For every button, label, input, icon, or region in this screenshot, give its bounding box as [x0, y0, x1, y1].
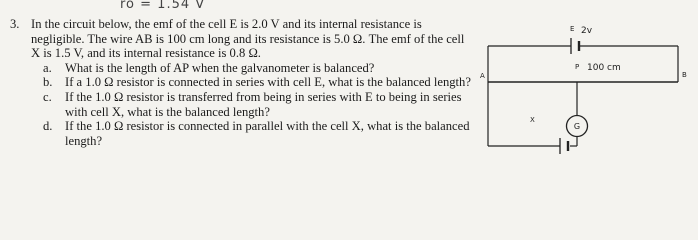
part-text: If the 1.0 Ω resistor is transferred from being in series with E to being in series with cell X, what is the balanced length? — [65, 89, 462, 119]
label-G: G — [573, 122, 581, 131]
question-block — [10, 17, 472, 148]
label-X: X — [530, 116, 535, 124]
part-text: If a 1.0 Ω resistor is connected in series with cell E, what is the balanced length? — [65, 75, 471, 90]
question-parts — [43, 61, 472, 149]
part-c — [43, 90, 472, 119]
handwritten-emf-E: 2v — [581, 26, 593, 36]
handwritten-length-note: 100 cm — [587, 63, 621, 73]
galvanometer — [567, 116, 588, 137]
part-d — [43, 119, 472, 148]
handwritten-note: ro = 1.54 V — [120, 0, 206, 12]
part-label: a. — [43, 60, 52, 75]
lower-wire — [488, 82, 577, 146]
part-text: What is the length of AP when the galvanometer is balanced? — [65, 60, 375, 75]
part-label: c. — [43, 89, 52, 104]
question-number: 3. — [10, 17, 20, 31]
label-P: P — [575, 63, 580, 71]
part-a — [43, 61, 472, 76]
label-A: A — [480, 72, 485, 80]
part-label: b. — [43, 75, 53, 90]
potentiometer-circuit-diagram — [478, 18, 694, 188]
cell-X-symbol — [560, 138, 568, 154]
part-label: d. — [43, 119, 53, 134]
label-E: E — [570, 25, 575, 33]
cell-E-symbol — [571, 38, 579, 54]
part-b — [43, 75, 472, 90]
part-text: If the 1.0 Ω resistor is connected in parallel with the cell X, what is the balanced length? — [65, 119, 470, 148]
question-stem: In the circuit below, the emf of the cell E is 2.0 V and its internal resistance is negligible. The wire AB is 100 cm long and its resistance is 5.0 Ω. The emf of the cell X is 1.5 V, and its internal resistance is 0.8 Ω. — [31, 17, 465, 61]
label-B: B — [682, 71, 687, 79]
top-wire — [488, 46, 678, 82]
